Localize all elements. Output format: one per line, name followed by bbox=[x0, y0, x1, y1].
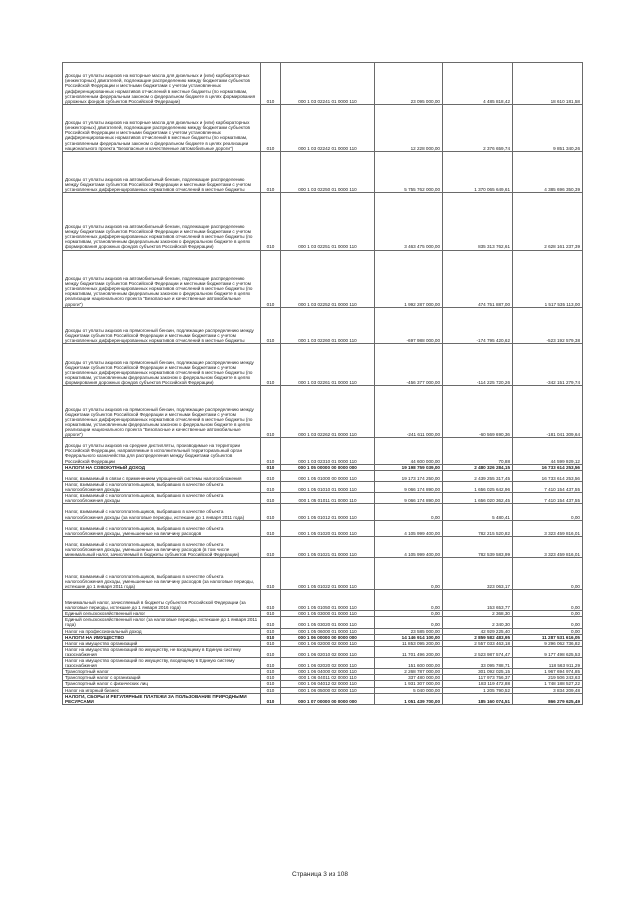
income-name-cell: Доходы от уплаты акцизов на прямогонный бензин, подлежащие распределению между бюджетами субъектов Российской Федерации и местными бюджетами с учетом установленных дифференцированных нормативов отчислений в местные бюджеты (по нормативам, установленным федеральным законом о федеральном бюджете в целях формирования дорожных фондов субъектов Российской Федерации) bbox=[63, 344, 261, 386]
line-code-cell: 010 bbox=[261, 681, 281, 687]
income-name-cell: Транспортный налог bbox=[63, 669, 261, 675]
executed-cell: 1 656 020 362,45 bbox=[443, 493, 513, 504]
approved-plan-cell: 9 066 174 890,00 bbox=[375, 493, 443, 504]
line-code-cell: 010 bbox=[261, 493, 281, 504]
line-code-cell: 010 bbox=[261, 63, 281, 105]
budget-code-cell: 000 1 05 01020 01 0000 110 bbox=[281, 520, 375, 536]
approved-plan-cell: 12 228 000,00 bbox=[375, 104, 443, 151]
table-row bbox=[63, 151, 583, 193]
table-row bbox=[63, 681, 583, 687]
table-row bbox=[63, 464, 583, 470]
line-code-cell: 010 bbox=[261, 669, 281, 675]
unexecuted-cell: 3 323 459 816,01 bbox=[513, 536, 583, 557]
approved-plan-cell: -456 377 000,00 bbox=[375, 344, 443, 386]
budget-code-cell: 000 1 05 03020 01 0000 110 bbox=[281, 617, 375, 628]
income-name-cell: НАЛОГИ НА ИМУЩЕСТВО bbox=[63, 634, 261, 640]
table-row bbox=[63, 504, 583, 520]
unexecuted-cell: 9 851 340,26 bbox=[513, 104, 583, 151]
income-name-cell: Налог на имущество организаций по имуществу, входящему в Единую систему газоснабжения bbox=[63, 658, 261, 669]
executed-cell: 2 859 582 483,95 bbox=[443, 634, 513, 640]
line-code-cell: 010 bbox=[261, 504, 281, 520]
budget-code-cell: 000 1 05 01022 01 0000 110 bbox=[281, 558, 375, 590]
table-row bbox=[63, 344, 583, 386]
approved-plan-cell: 0,00 bbox=[375, 611, 443, 617]
line-code-cell: 010 bbox=[261, 693, 281, 704]
unexecuted-cell: 1 517 535 113,00 bbox=[513, 250, 583, 307]
budget-code-cell: 000 1 03 02261 01 0000 110 bbox=[281, 344, 375, 386]
budget-code-cell: 000 1 06 04011 02 0000 110 bbox=[281, 675, 375, 681]
budget-code-cell: 000 1 06 02020 02 0000 110 bbox=[281, 658, 375, 669]
unexecuted-cell: 1 748 188 527,22 bbox=[513, 681, 583, 687]
executed-cell: 183 119 472,88 bbox=[443, 681, 513, 687]
unexecuted-cell: 16 733 614 253,56 bbox=[513, 464, 583, 470]
budget-code-cell: 000 1 03 02250 01 0000 110 bbox=[281, 151, 375, 193]
executed-cell: -60 569 690,36 bbox=[443, 386, 513, 438]
table-row bbox=[63, 493, 583, 504]
executed-cell: 4 485 818,42 bbox=[443, 63, 513, 105]
income-name-cell: Доходы от уплаты акцизов на автомобильный бензин, подлежащие распределению между бюджетами субъектов Российской Федерации и местными бюджетами с учетом установленных дифференцированных нормативов отчислений в местные бюджеты bbox=[63, 151, 261, 193]
income-name-cell: НАЛОГИ НА СОВОКУПНЫЙ ДОХОД bbox=[63, 464, 261, 470]
table-row bbox=[63, 438, 583, 465]
budget-code-cell: 000 1 03 02251 01 0000 110 bbox=[281, 193, 375, 250]
unexecuted-cell: 0,00 bbox=[513, 611, 583, 617]
budget-code-cell: 000 1 06 05000 02 0000 110 bbox=[281, 687, 375, 693]
line-code-cell: 010 bbox=[261, 536, 281, 557]
executed-cell: 5 480,41 bbox=[443, 504, 513, 520]
executed-cell: 2 376 659,74 bbox=[443, 104, 513, 151]
executed-cell: 474 751 887,00 bbox=[443, 250, 513, 307]
table-row bbox=[63, 589, 583, 610]
approved-plan-cell: 19 198 759 039,00 bbox=[375, 464, 443, 470]
budget-code-cell: 000 1 05 01011 01 0000 110 bbox=[281, 493, 375, 504]
approved-plan-cell: -697 988 000,00 bbox=[375, 307, 443, 344]
executed-cell: 323 063,17 bbox=[443, 558, 513, 590]
budget-code-cell: 000 1 05 00000 00 0000 000 bbox=[281, 464, 375, 470]
income-name-cell: Налог, взимаемый в связи с применением упрощенной системы налогообложения bbox=[63, 470, 261, 481]
income-name-cell: Налог на игорный бизнес bbox=[63, 687, 261, 693]
table-row bbox=[63, 646, 583, 657]
budget-code-cell: 000 1 03 02260 01 0000 110 bbox=[281, 307, 375, 344]
revenue-table bbox=[62, 62, 583, 705]
approved-plan-cell: 0,00 bbox=[375, 558, 443, 590]
executed-cell: 301 092 025,15 bbox=[443, 669, 513, 675]
income-name-cell: Налог, взимаемый с налогоплательщиков, выбравших в качестве объекта налогообложения доходы bbox=[63, 481, 261, 492]
executed-cell: 2 439 255 317,45 bbox=[443, 470, 513, 481]
income-name-cell: Доходы от уплаты акцизов на автомобильный бензин, подлежащие распределению между бюджетами субъектов Российской Федерации и местными бюджетами с учетом установленных дифференцированных нормативов отчислений в местные бюджеты (по нормативам, установленным федеральным законом о федеральном бюджете в целях реализации национального проекта "Безопасные и качественные автомобильные дороги") bbox=[63, 250, 261, 307]
line-code-cell: 010 bbox=[261, 104, 281, 151]
approved-plan-cell: 4 105 999 400,00 bbox=[375, 536, 443, 557]
line-code-cell: 010 bbox=[261, 151, 281, 193]
budget-code-cell: 000 1 07 00000 00 0000 000 bbox=[281, 693, 375, 704]
approved-plan-cell: -241 611 000,00 bbox=[375, 386, 443, 438]
income-name-cell: Налог, взимаемый с налогоплательщиков, выбравших в качестве объекта налогообложения доходы bbox=[63, 493, 261, 504]
approved-plan-cell: 0,00 bbox=[375, 617, 443, 628]
income-name-cell: Налог на профессиональный доход bbox=[63, 628, 261, 634]
approved-plan-cell: 3 463 475 000,00 bbox=[375, 193, 443, 250]
table-row bbox=[63, 658, 583, 669]
income-name-cell: Налог на имущество организаций bbox=[63, 640, 261, 646]
income-name-cell: Налог, взимаемый с налогоплательщиков, выбравших в качестве объекта налогообложения доходы (за налоговые периоды, истекшие до 1 января 2011 года) bbox=[63, 504, 261, 520]
budget-code-cell: 000 1 05 01012 01 0000 110 bbox=[281, 504, 375, 520]
budget-code-cell: 000 1 03 02310 01 0000 110 bbox=[281, 438, 375, 465]
executed-cell: 117 973 756,37 bbox=[443, 675, 513, 681]
budget-code-cell: 000 1 05 01000 00 0000 110 bbox=[281, 470, 375, 481]
table-row bbox=[63, 558, 583, 590]
budget-code-cell: 000 1 05 03000 01 0000 110 bbox=[281, 611, 375, 617]
line-code-cell: 010 bbox=[261, 617, 281, 628]
approved-plan-cell: 23 095 000,00 bbox=[375, 63, 443, 105]
approved-plan-cell: 23 585 000,00 bbox=[375, 628, 443, 634]
unexecuted-cell: 0,00 bbox=[513, 504, 583, 520]
line-code-cell: 010 bbox=[261, 481, 281, 492]
executed-cell: 42 929 225,40 bbox=[443, 628, 513, 634]
approved-plan-cell: 1 992 287 000,00 bbox=[375, 250, 443, 307]
unexecuted-cell: -523 192 579,38 bbox=[513, 307, 583, 344]
executed-cell: 2 480 326 284,15 bbox=[443, 464, 513, 470]
unexecuted-cell: 4 385 696 350,39 bbox=[513, 151, 583, 193]
budget-code-cell: 000 1 03 02241 01 0000 110 bbox=[281, 63, 375, 105]
table-row bbox=[63, 63, 583, 105]
unexecuted-cell: 18 610 181,58 bbox=[513, 63, 583, 105]
line-code-cell: 010 bbox=[261, 658, 281, 669]
approved-plan-cell: 9 066 174 890,00 bbox=[375, 481, 443, 492]
line-code-cell: 010 bbox=[261, 470, 281, 481]
budget-code-cell: 000 1 03 02242 01 0000 110 bbox=[281, 104, 375, 151]
table-row bbox=[63, 617, 583, 628]
unexecuted-cell: -181 041 309,64 bbox=[513, 386, 583, 438]
table-row bbox=[63, 386, 583, 438]
approved-plan-cell: 5 040 000,00 bbox=[375, 687, 443, 693]
unexecuted-cell: 7 410 154 437,55 bbox=[513, 493, 583, 504]
table-row bbox=[63, 628, 583, 634]
budget-code-cell: 000 1 05 01021 01 0000 110 bbox=[281, 536, 375, 557]
executed-cell: 1 205 790,52 bbox=[443, 687, 513, 693]
executed-cell: 1 370 065 649,61 bbox=[443, 151, 513, 193]
budget-code-cell: 000 1 05 01050 01 0000 110 bbox=[281, 589, 375, 610]
income-name-cell: Транспортный налог с физических лиц bbox=[63, 681, 261, 687]
executed-cell: 153 653,77 bbox=[443, 589, 513, 610]
executed-cell: 2 368,30 bbox=[443, 611, 513, 617]
unexecuted-cell: 118 563 911,29 bbox=[513, 658, 583, 669]
unexecuted-cell: 1 967 694 974,85 bbox=[513, 669, 583, 675]
line-code-cell: 010 bbox=[261, 250, 281, 307]
unexecuted-cell: 16 733 614 253,56 bbox=[513, 470, 583, 481]
approved-plan-cell: 19 173 174 250,00 bbox=[375, 470, 443, 481]
executed-cell: -114 225 720,26 bbox=[443, 344, 513, 386]
line-code-cell: 010 bbox=[261, 344, 281, 386]
approved-plan-cell: 2 268 787 000,00 bbox=[375, 669, 443, 675]
unexecuted-cell: 0,00 bbox=[513, 558, 583, 590]
unexecuted-cell: 7 410 154 437,55 bbox=[513, 481, 583, 492]
executed-cell: 835 313 762,61 bbox=[443, 193, 513, 250]
revenue-table-sheet bbox=[62, 62, 582, 705]
executed-cell: 782 215 520,82 bbox=[443, 520, 513, 536]
approved-plan-cell: 14 146 914 100,00 bbox=[375, 634, 443, 640]
line-code-cell: 010 bbox=[261, 611, 281, 617]
income-name-cell: Доходы от уплаты акцизов на автомобильный бензин, подлежащие распределению между бюджетами субъектов Российской Федерации и местными бюджетами с учетом установленных дифференцированных нормативов отчислений в местные бюджеты (по нормативам, установленным федеральным законом о федеральном бюджете в целях формирования дорожных фондов субъектов Российской Федерации) bbox=[63, 193, 261, 250]
unexecuted-cell: 0,00 bbox=[513, 628, 583, 634]
line-code-cell: 010 bbox=[261, 589, 281, 610]
income-name-cell: Налог, взимаемый с налогоплательщиков, выбравших в качестве объекта налогообложения доходы, уменьшенные на величину расходов bbox=[63, 520, 261, 536]
approved-plan-cell: 0,00 bbox=[375, 589, 443, 610]
line-code-cell: 010 bbox=[261, 464, 281, 470]
budget-code-cell: 000 1 05 01010 01 0000 110 bbox=[281, 481, 375, 492]
approved-plan-cell: 4 105 999 400,00 bbox=[375, 520, 443, 536]
approved-plan-cell: 337 480 000,00 bbox=[375, 675, 443, 681]
approved-plan-cell: 1 051 439 700,00 bbox=[375, 693, 443, 704]
table-row bbox=[63, 481, 583, 492]
executed-cell: 2 340,30 bbox=[443, 617, 513, 628]
line-code-cell: 010 bbox=[261, 558, 281, 590]
line-code-cell: 010 bbox=[261, 687, 281, 693]
income-name-cell: Доходы от уплаты акцизов на средние дистилляты, производимые на территории Российской Федерации, направляемые в исполнительный территориальный орган Федерального казначейства для распределения между бюджетами субъектов Российской Федерации bbox=[63, 438, 261, 465]
budget-code-cell: 000 1 06 04012 02 0000 110 bbox=[281, 681, 375, 687]
line-code-cell: 010 bbox=[261, 193, 281, 250]
income-name-cell: Единый сельскохозяйственный налог bbox=[63, 611, 261, 617]
budget-code-cell: 000 1 05 06000 01 0000 110 bbox=[281, 628, 375, 634]
line-code-cell: 010 bbox=[261, 646, 281, 657]
table-row bbox=[63, 193, 583, 250]
approved-plan-cell: 11 853 095 200,00 bbox=[375, 640, 443, 646]
table-row bbox=[63, 307, 583, 344]
unexecuted-cell: 3 323 459 816,01 bbox=[513, 520, 583, 536]
executed-cell: 70,88 bbox=[443, 438, 513, 465]
unexecuted-cell: 11 287 531 616,05 bbox=[513, 634, 583, 640]
income-name-cell: Единый сельскохозяйственный налог (за налоговые периоды, истекшие до 1 января 2011 года) bbox=[63, 617, 261, 628]
approved-plan-cell: 1 931 307 000,00 bbox=[375, 681, 443, 687]
table-row bbox=[63, 250, 583, 307]
line-code-cell: 010 bbox=[261, 386, 281, 438]
budget-code-cell: 000 1 03 02252 01 0000 110 bbox=[281, 250, 375, 307]
line-code-cell: 010 bbox=[261, 675, 281, 681]
unexecuted-cell: 866 279 625,49 bbox=[513, 693, 583, 704]
income-name-cell: Доходы от уплаты акцизов на прямогонный бензин, подлежащие распределению между бюджетами субъектов Российской Федерации и местными бюджетами с учетом установленных дифференцированных нормативов отчислений в местные бюджеты bbox=[63, 307, 261, 344]
table-row bbox=[63, 611, 583, 617]
income-name-cell: НАЛОГИ, СБОРЫ И РЕГУЛЯРНЫЕ ПЛАТЕЖИ ЗА ПОЛЬЗОВАНИЕ ПРИРОДНЫМИ РЕСУРСАМИ bbox=[63, 693, 261, 704]
executed-cell: 782 539 583,99 bbox=[443, 536, 513, 557]
table-row bbox=[63, 693, 583, 704]
table-row bbox=[63, 536, 583, 557]
executed-cell: 2 557 033 463,18 bbox=[443, 640, 513, 646]
income-name-cell: Доходы от уплаты акцизов на моторные масла для дизельных и (или) карбюраторных (инжекторных) двигателей, подлежащие распределению между бюджетами субъектов Российской Федерации и местными бюджетами с учетом установленных дифференцированных нормативов отчислений в местные бюджеты (по нормативам, установленным федеральным законом о федеральном бюджете в целях формирования дорожных фондов субъектов Российской Федерации) bbox=[63, 63, 261, 105]
unexecuted-cell: 0,00 bbox=[513, 589, 583, 610]
line-code-cell: 010 bbox=[261, 640, 281, 646]
approved-plan-cell: 151 600 000,00 bbox=[375, 658, 443, 669]
budget-code-cell: 000 1 03 02262 01 0000 110 bbox=[281, 386, 375, 438]
line-code-cell: 010 bbox=[261, 634, 281, 640]
unexecuted-cell: 9 177 498 625,53 bbox=[513, 646, 583, 657]
income-name-cell: Налог, взимаемый с налогоплательщиков, выбравших в качестве объекта налогообложения доходы, уменьшенные на величину расходов (в том числе минимальный налог, зачисляемый в бюджеты субъектов Российской Федерации) bbox=[63, 536, 261, 557]
executed-cell: 1 656 025 642,96 bbox=[443, 481, 513, 492]
approved-plan-cell: 44 600 000,00 bbox=[375, 438, 443, 465]
approved-plan-cell: 11 701 496 200,00 bbox=[375, 646, 443, 657]
income-name-cell: Транспортный налог с организаций bbox=[63, 675, 261, 681]
executed-cell: 185 160 074,51 bbox=[443, 693, 513, 704]
income-name-cell: Минимальный налог, зачисляемый в бюджеты субъектов Российской Федерации (за налоговые периоды, истекшие до 1 января 2016 года) bbox=[63, 589, 261, 610]
income-name-cell: Доходы от уплаты акцизов на прямогонный бензин, подлежащие распределению между бюджетами субъектов Российской Федерации и местными бюджетами с учетом установленных дифференцированных нормативов отчислений в местные бюджеты (по нормативам, установленным федеральным законом о федеральном бюджете в целях реализации национального проекта "Безопасные и качественные автомобильные дороги") bbox=[63, 386, 261, 438]
budget-code-cell: 000 1 06 02000 02 0000 110 bbox=[281, 640, 375, 646]
approved-plan-cell: 5 755 762 000,00 bbox=[375, 151, 443, 193]
unexecuted-cell: 44 599 929,12 bbox=[513, 438, 583, 465]
unexecuted-cell: 2 628 161 237,39 bbox=[513, 193, 583, 250]
budget-code-cell: 000 1 06 04000 02 0000 110 bbox=[281, 669, 375, 675]
table-row bbox=[63, 104, 583, 151]
income-name-cell: Налог, взимаемый с налогоплательщиков, выбравших в качестве объекта налогообложения доходы, уменьшенные на величину расходов (за налоговые периоды, истекшие до 1 января 2011 года) bbox=[63, 558, 261, 590]
unexecuted-cell: 9 296 062 736,82 bbox=[513, 640, 583, 646]
unexecuted-cell: 0,00 bbox=[513, 617, 583, 628]
approved-plan-cell: 0,00 bbox=[375, 504, 443, 520]
unexecuted-cell: 3 834 209,48 bbox=[513, 687, 583, 693]
line-code-cell: 010 bbox=[261, 438, 281, 465]
executed-cell: -174 795 420,62 bbox=[443, 307, 513, 344]
revenue-table-body bbox=[63, 63, 583, 705]
unexecuted-cell: 219 506 243,63 bbox=[513, 675, 583, 681]
budget-code-cell: 000 1 06 02010 02 0000 110 bbox=[281, 646, 375, 657]
income-name-cell: Налог на имущество организаций по имуществу, не входящему в Единую систему газоснабжения bbox=[63, 646, 261, 657]
line-code-cell: 010 bbox=[261, 307, 281, 344]
income-name-cell: Доходы от уплаты акцизов на моторные масла для дизельных и (или) карбюраторных (инжекторных) двигателей, подлежащие распределению между бюджетами субъектов Российской Федерации и местными бюджетами с учетом установленных дифференцированных нормативов отчислений в местные бюджеты (по нормативам, установленным федеральным законом о федеральном бюджете в целях реализации национального проекта "Безопасные и качественные автомобильные дороги") bbox=[63, 104, 261, 151]
executed-cell: 33 095 788,71 bbox=[443, 658, 513, 669]
table-row bbox=[63, 520, 583, 536]
unexecuted-cell: -342 151 279,74 bbox=[513, 344, 583, 386]
budget-code-cell: 000 1 06 00000 00 0000 000 bbox=[281, 634, 375, 640]
table-row bbox=[63, 470, 583, 481]
line-code-cell: 010 bbox=[261, 628, 281, 634]
page-number: Страница 3 из 108 bbox=[292, 871, 348, 878]
executed-cell: 2 523 987 574,47 bbox=[443, 646, 513, 657]
line-code-cell: 010 bbox=[261, 520, 281, 536]
